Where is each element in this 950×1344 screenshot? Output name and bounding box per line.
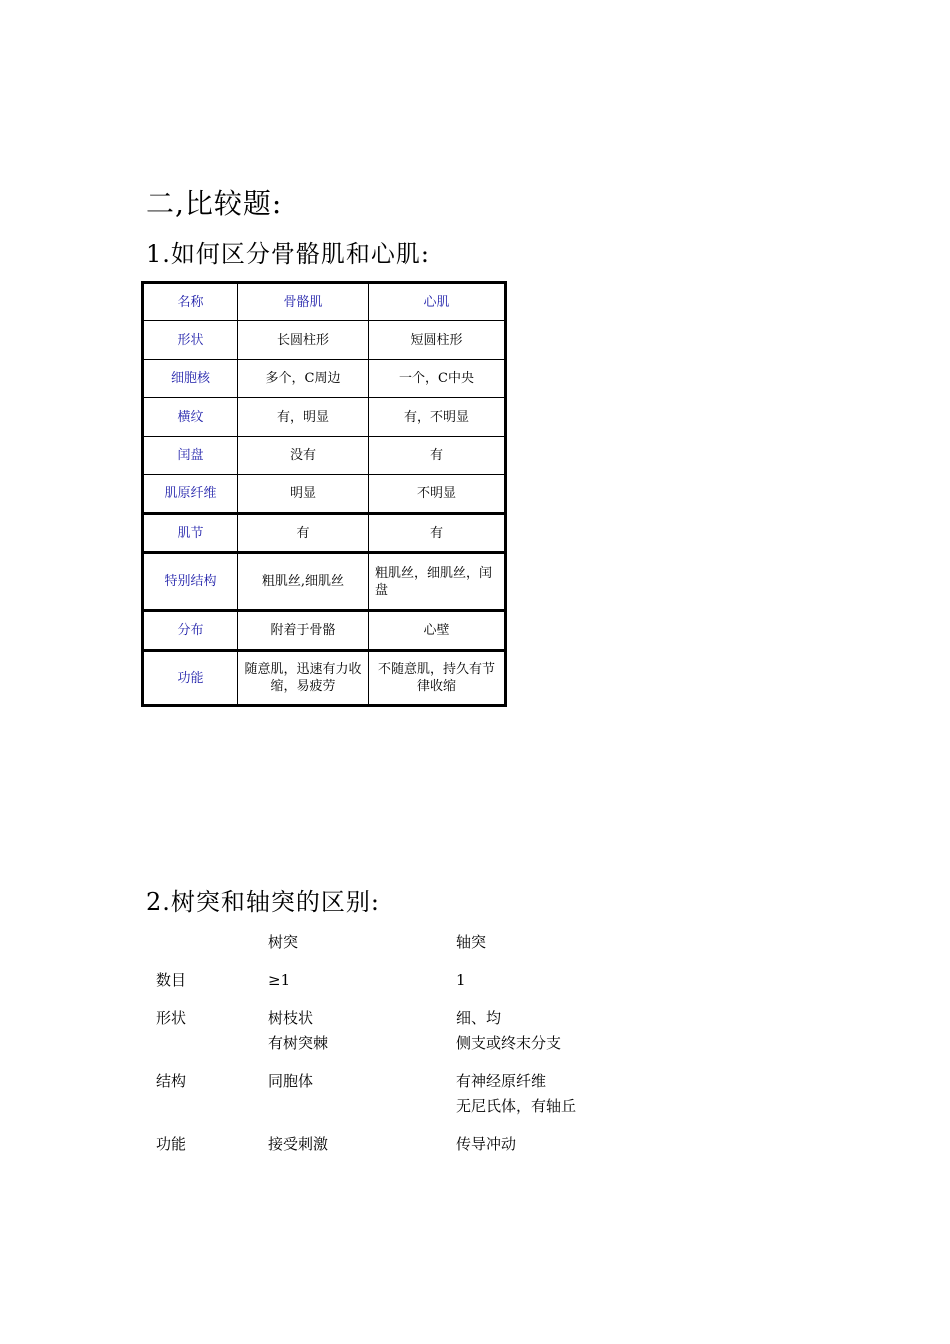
table-cell: 有 (369, 437, 506, 475)
header-cell: 名称 (143, 283, 238, 321)
table-cell: 明显 (238, 475, 369, 514)
table-cell: 粗肌丝,细肌丝 (238, 553, 369, 611)
table-cell: 没有 (238, 437, 369, 475)
table-cell: 附着于骨骼 (238, 611, 369, 651)
table-cell: 有 (238, 514, 369, 553)
row-label: 形状 (143, 321, 238, 360)
table-cell: 不明显 (369, 475, 506, 514)
column-header-axon: 轴突 (456, 933, 487, 951)
dendrite-value: 同胞体 (268, 1072, 314, 1090)
column-header-dendrite: 树突 (268, 933, 299, 951)
row-label: 细胞核 (143, 360, 238, 398)
axon-value: 传导冲动 (456, 1135, 517, 1153)
table-row (143, 514, 506, 553)
row-label: 分布 (143, 611, 238, 651)
table-cell: 粗肌丝，细肌丝，闰盘 (369, 553, 506, 611)
question-2-title: 2.树突和轴突的区别: (146, 888, 380, 916)
table-cell: 随意肌，迅速有力收缩，易疲劳 (238, 651, 369, 706)
header-cell: 骨骼肌 (238, 283, 369, 321)
section-title: 二,比较题: (146, 187, 283, 220)
row-label: 数目 (156, 971, 187, 989)
row-label: 横纹 (143, 398, 238, 437)
axon-value: 1 (456, 971, 466, 989)
table-cell: 有 (369, 514, 506, 553)
table-row (143, 398, 506, 437)
row-label: 闰盘 (143, 437, 238, 475)
table-row (143, 321, 506, 360)
dendrite-value: 接受刺激 (268, 1135, 329, 1153)
table-cell: 有，明显 (238, 398, 369, 437)
table-row (143, 437, 506, 475)
table-cell: 多个，C周边 (238, 360, 369, 398)
axon-value: 有神经原纤维 (456, 1072, 547, 1090)
table-row (143, 360, 506, 398)
header-cell: 心肌 (369, 283, 506, 321)
row-label: 功能 (143, 651, 238, 706)
table-cell: 心壁 (369, 611, 506, 651)
dendrite-value: ≥1 (268, 971, 291, 989)
axon-value: 侧支或终末分支 (456, 1034, 562, 1052)
row-label: 特别结构 (143, 553, 238, 611)
row-label: 形状 (156, 1009, 187, 1027)
dendrite-value: 有树突棘 (268, 1034, 329, 1052)
row-label: 结构 (156, 1072, 187, 1090)
row-label: 肌节 (143, 514, 238, 553)
table-cell: 有，不明显 (369, 398, 506, 437)
row-label: 功能 (156, 1135, 187, 1153)
axon-value: 细、均 (456, 1009, 502, 1027)
table-cell: 短圆柱形 (369, 321, 506, 360)
muscle-comparison-table (141, 281, 507, 707)
table-cell: 不随意肌，持久有节律收缩 (369, 651, 506, 706)
table-row (143, 651, 506, 706)
axon-value: 无尼氏体，有轴丘 (456, 1097, 577, 1115)
question-1-title: 1.如何区分骨骼肌和心肌: (146, 240, 430, 268)
table-row (143, 611, 506, 651)
table-row (143, 475, 506, 514)
table-header-row (143, 283, 506, 321)
row-label: 肌原纤维 (143, 475, 238, 514)
table-cell: 长圆柱形 (238, 321, 369, 360)
table-cell: 一个，C中央 (369, 360, 506, 398)
table-row (143, 553, 506, 611)
dendrite-value: 树枝状 (268, 1009, 314, 1027)
